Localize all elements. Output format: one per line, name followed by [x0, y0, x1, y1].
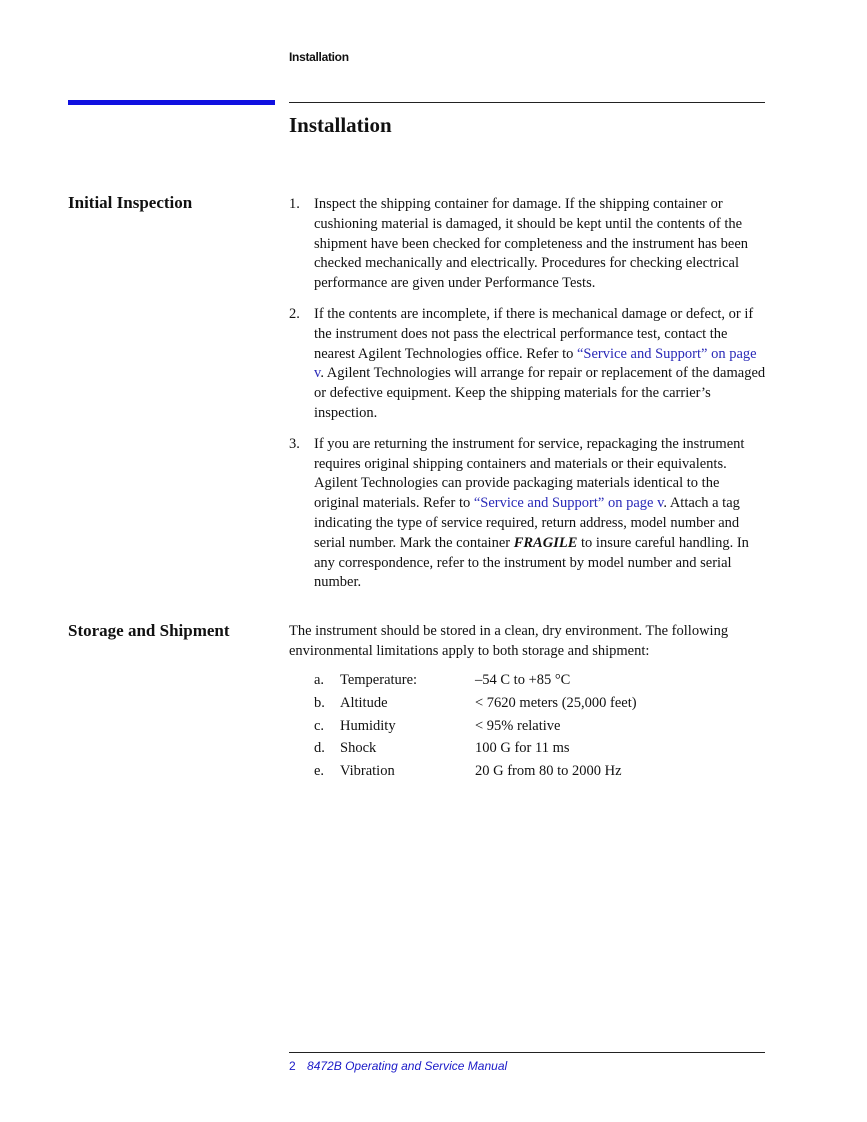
inspection-steps: [289, 195, 767, 604]
limit-name: Shock: [340, 740, 377, 757]
step-text-continued: . Agilent Technologies will arrange for repair or replacement of the damaged or defective equipment. Keep the shipping materials for the carrier’s inspection.: [314, 365, 766, 421]
step-text-continued: . Attach a tag indicating the type of service required, return address, model number and serial number. Mark the container: [314, 495, 740, 551]
limit-value: < 7620 meters (25,000 feet): [475, 694, 637, 711]
accent-rule: [68, 100, 275, 105]
limit-letter: c.: [314, 717, 325, 734]
storage-shipment-heading: Storage and Shipment: [68, 621, 230, 640]
step-text: Inspect the shipping container for damage. If the shipping container or cushioning material is damaged, it should be kept until the contents of the shipment have been checked for completeness and the instrument has been checked mechanically and electrically. Procedures for checking electrical performance are given under Performance Tests.: [314, 196, 749, 292]
fragile-emphasis: FRAGILE: [513, 534, 578, 551]
inspection-step-1: [289, 195, 767, 294]
inspection-step-2: [289, 305, 767, 424]
limit-row-shock: [314, 740, 734, 763]
limit-letter: d.: [314, 740, 325, 757]
step-number: 2.: [289, 305, 300, 322]
limit-letter: a.: [314, 672, 325, 688]
limit-value: 100 G for 11 ms: [475, 740, 570, 757]
limit-row-temperature: [314, 672, 734, 695]
page-number: 2: [289, 1059, 296, 1073]
header-divider: [289, 102, 765, 103]
inspection-step-3: [289, 435, 767, 593]
limit-row-altitude: [314, 695, 734, 718]
limit-value: < 95% relative: [475, 717, 561, 734]
limit-letter: e.: [314, 763, 325, 780]
limit-name: Vibration: [340, 763, 395, 780]
limit-letter: b.: [314, 694, 325, 711]
limit-name: Temperature:: [340, 672, 418, 688]
storage-paragraph: The instrument should be stored in a clean, dry environment. The following environmental limitations apply to both storage and shipment:: [289, 623, 729, 659]
page-footer: [289, 1059, 507, 1073]
limit-row-humidity: [314, 718, 734, 741]
environmental-limits: [314, 672, 734, 786]
manual-title: 8472B Operating and Service Manual: [307, 1059, 508, 1073]
initial-inspection-heading: Initial Inspection: [68, 193, 193, 212]
limit-value: 20 G from 80 to 2000 Hz: [475, 763, 622, 780]
limit-name: Humidity: [340, 717, 396, 734]
step-number: 1.: [289, 196, 300, 212]
step-text-end: to insure careful handling. In any correspondence, refer to the instrument by model number and serial number.: [314, 534, 749, 591]
limit-row-vibration: [314, 763, 734, 786]
step-text: If the contents are incomplete, if there is mechanical damage or defect, or if the instrument does not pass the electrical performance test, contact the nearest Agilent Technologies office. Refer to: [314, 305, 754, 362]
step-number: 3.: [289, 435, 300, 452]
chapter-title: Installation: [289, 113, 392, 137]
limit-value: –54 C to +85 °C: [475, 672, 571, 688]
footer-divider: [289, 1052, 765, 1053]
service-support-link[interactable]: “Service and Support” on page v: [314, 345, 757, 382]
running-header: Installation: [289, 50, 349, 64]
service-support-link[interactable]: “Service and Support” on page v: [473, 495, 664, 512]
step-text: If you are returning the instrument for service, repackaging the instrument requires original shipping containers and materials or their equivalents. Agilent Technologies can provide packaging materials identical to the original materials. Refer to: [314, 435, 745, 512]
limit-name: Altitude: [340, 694, 388, 711]
